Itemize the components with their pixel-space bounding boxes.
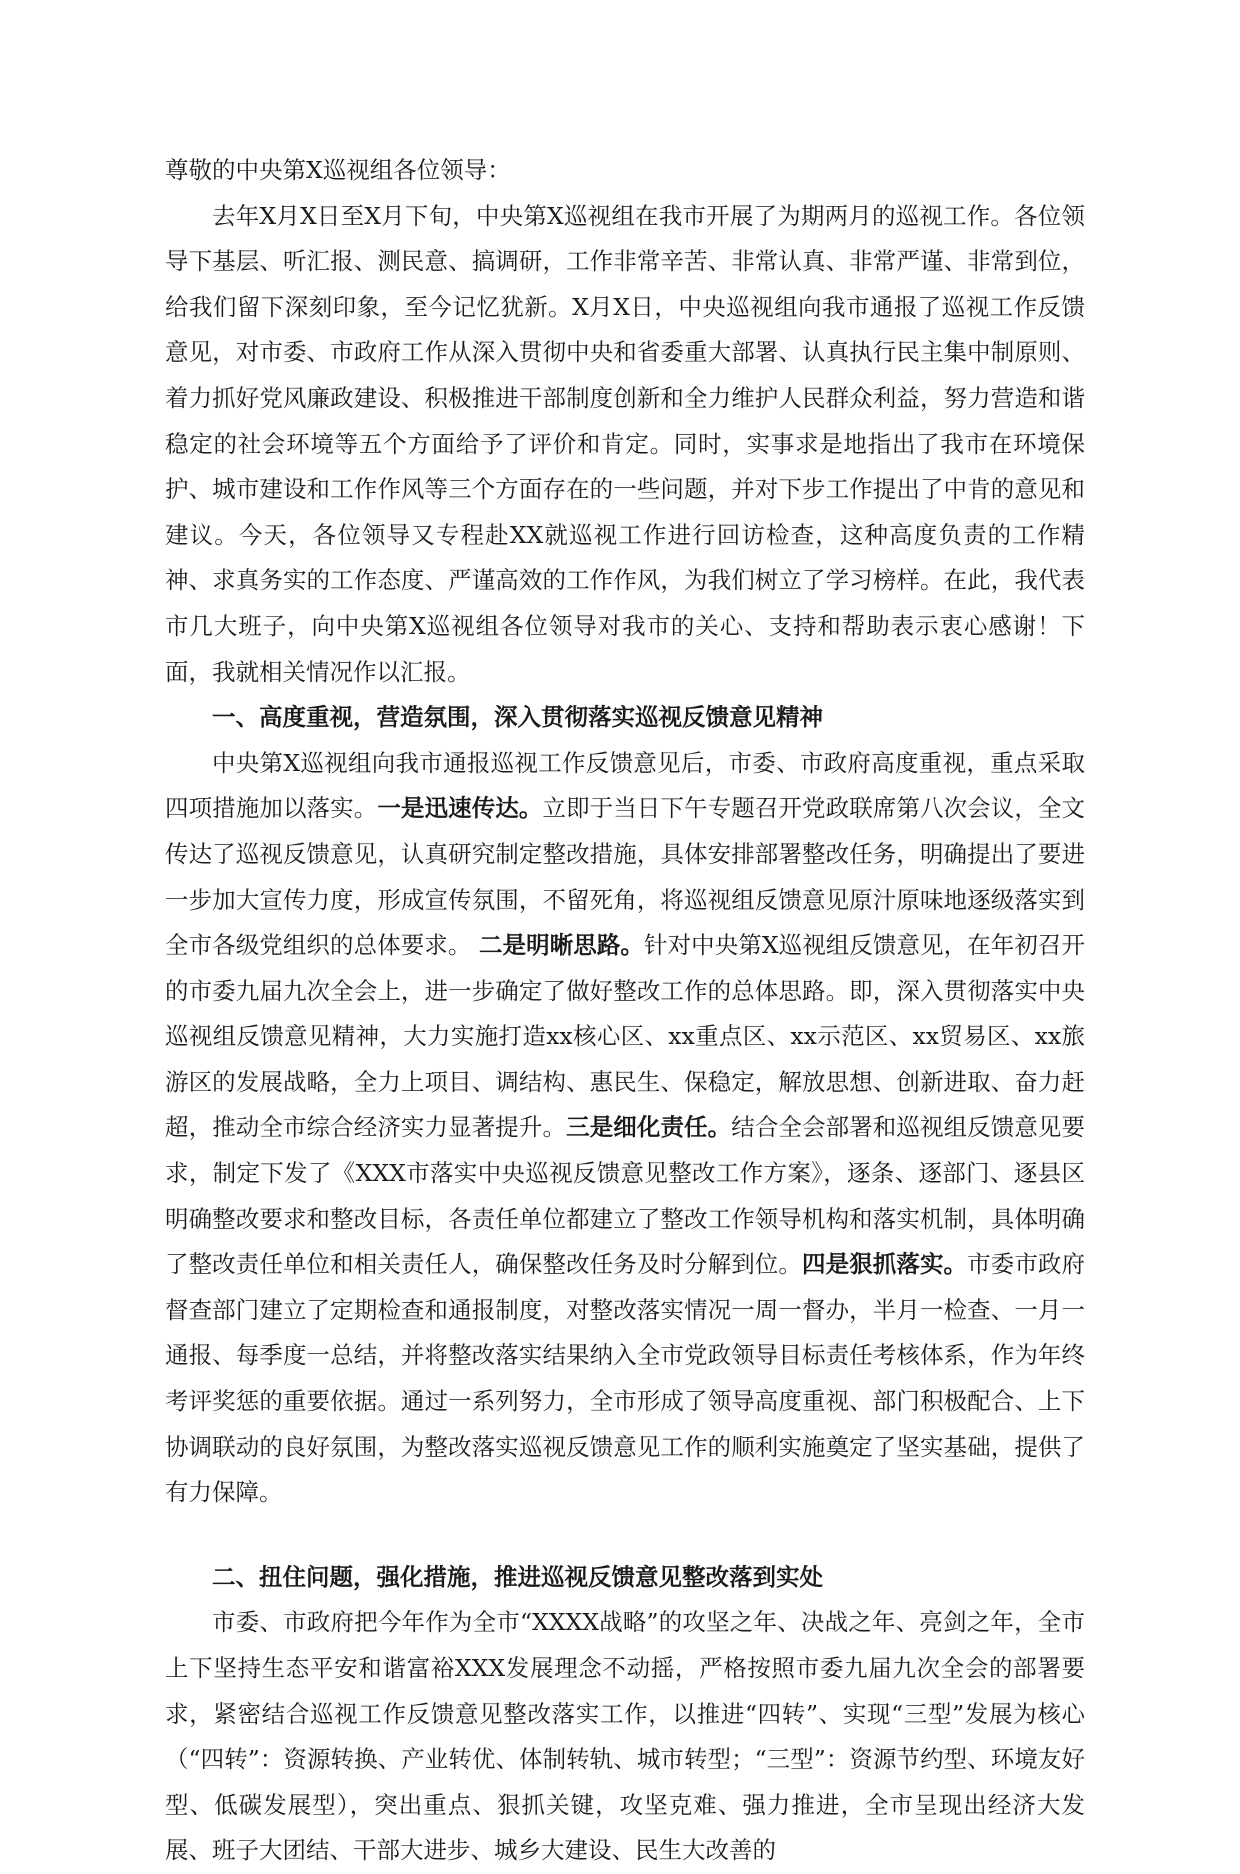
point4-text: 市委市政府督查部门建立了定期检查和通报制度，对整改落实情况一周一督办，半月一检查、一月一通报、每季度一总结，并将整改落实结果纳入全市党政领导目标责任考核体系，作为年终考评奖惩的重要依据。通过一系列努力，全市形成了领导高度重视、部门积极配合、上下协调联动的良好氛围，为整改落实巡视反馈意见工作的顺利实施奠定了坚实基础，提供了有力保障。 [165,1250,1086,1507]
section1-lead: 中央第X巡视组向我市通报巡视工作反馈意见后，市委、市政府高度重视，重点采取四项措施加以落实。 [165,748,1085,823]
point1-title: 一是迅速传达。 [377,794,543,823]
point3-title: 三是细化责任。 [566,1113,732,1142]
section2-paragraph: 市委、市政府把今年作为全市“XXXX战略”的攻坚之年、决战之年、亮剑之年，全市上下坚持生态平安和谐富裕XXX发展理念不动摇，严格按照市委九届九次全会的部署要求，紧密结合巡视工作反馈意见整改落实工作，以推进“四转”、实现“三型”发展为核心（“四转”：资源转换、产业转优、体制转轨、城市转型；“三型”：资源节约型、环境友好型、低碳发展型），突出重点、狠抓关键，攻坚克难、强力推进，全市呈现出经济大发展、班子大团结、干部大进步、城乡大建设、民生大改善的 [165,1608,1085,1865]
section2-heading: 二、扭住问题，强化措施，推进巡视反馈意见整改落到实处 [212,1562,823,1591]
point3-text: 结合全会部署和巡视组反馈意见要求，制定下发了《XXX市落实中央巡视反馈意见整改工作方案》，逐条、逐部门、逐县区明确整改要求和整改目标，各责任单位都建立了整改工作领导机构和落实机制，具体明确了整改责任单位和相关责任人，确保整改任务及时分解到位。 [165,1113,1086,1279]
point1-text: 立即于当日下午专题召开党政联席第八次会议，全文传达了巡视反馈意见，认真研究制定整改措施，具体安排部署整改任务，明确提出了要进一步加大宣传力度，形成宣传氛围，不留死角，将巡视组反馈意见原汁原味地逐级落实到全市各级党组织的总体要求。 [165,794,1086,960]
document-page [165,148,1085,1874]
section1-heading: 一、高度重视，营造氛围，深入贯彻落实巡视反馈意见精神 [212,703,823,732]
point4-title: 四是狠抓落实。 [802,1250,968,1279]
point2-title: 二是明晰思路。 [478,931,644,960]
intro-paragraph: 去年X月X日至X月下旬，中央第X巡视组在我市开展了为期两月的巡视工作。各位领导下基层、听汇报、测民意、搞调研，工作非常辛苦、非常认真、非常严谨、非常到位，给我们留下深刻印象，至今记忆犹新。X月X日，中央巡视组向我市通报了巡视工作反馈意见，对市委、市政府工作从深入贯彻中央和省委重大部署、认真执行民主集中制原则、着力抓好党风廉政建设、积极推进干部制度创新和全力维护人民群众利益，努力营造和谐稳定的社会环境等五个方面给予了评价和肯定。同时，实事求是地指出了我市在环境保护、城市建设和工作作风等三个方面存在的一些问题，并对下步工作提出了中肯的意见和建议。今天，各位领导又专程赴XX就巡视工作进行回访检查，这种高度负责的工作精神、求真务实的工作态度、严谨高效的工作作风，为我们树立了学习榜样。在此，我代表市几大班子，向中央第X巡视组各位领导对我市的关心、支持和帮助表示衷心感谢！下面，我就相关情况作以汇报。 [165,201,1085,686]
salutation: 尊敬的中央第X巡视组各位领导： [165,156,511,184]
point2-text: 针对中央第X巡视组反馈意见，在年初召开的市委九届九次全会上，进一步确定了做好整改工作的总体思路。即，深入贯彻落实中央巡视组反馈意见精神，大力实施打造xx核心区、xx重点区、xx示范区、xx贸易区、xx旅游区的发展战略，全力上项目、调结构、惠民生、保稳定，解放思想、创新进取、奋力赶超，推动全市综合经济实力显著提升。 [165,931,1085,1142]
section1-paragraph [165,741,1085,1516]
